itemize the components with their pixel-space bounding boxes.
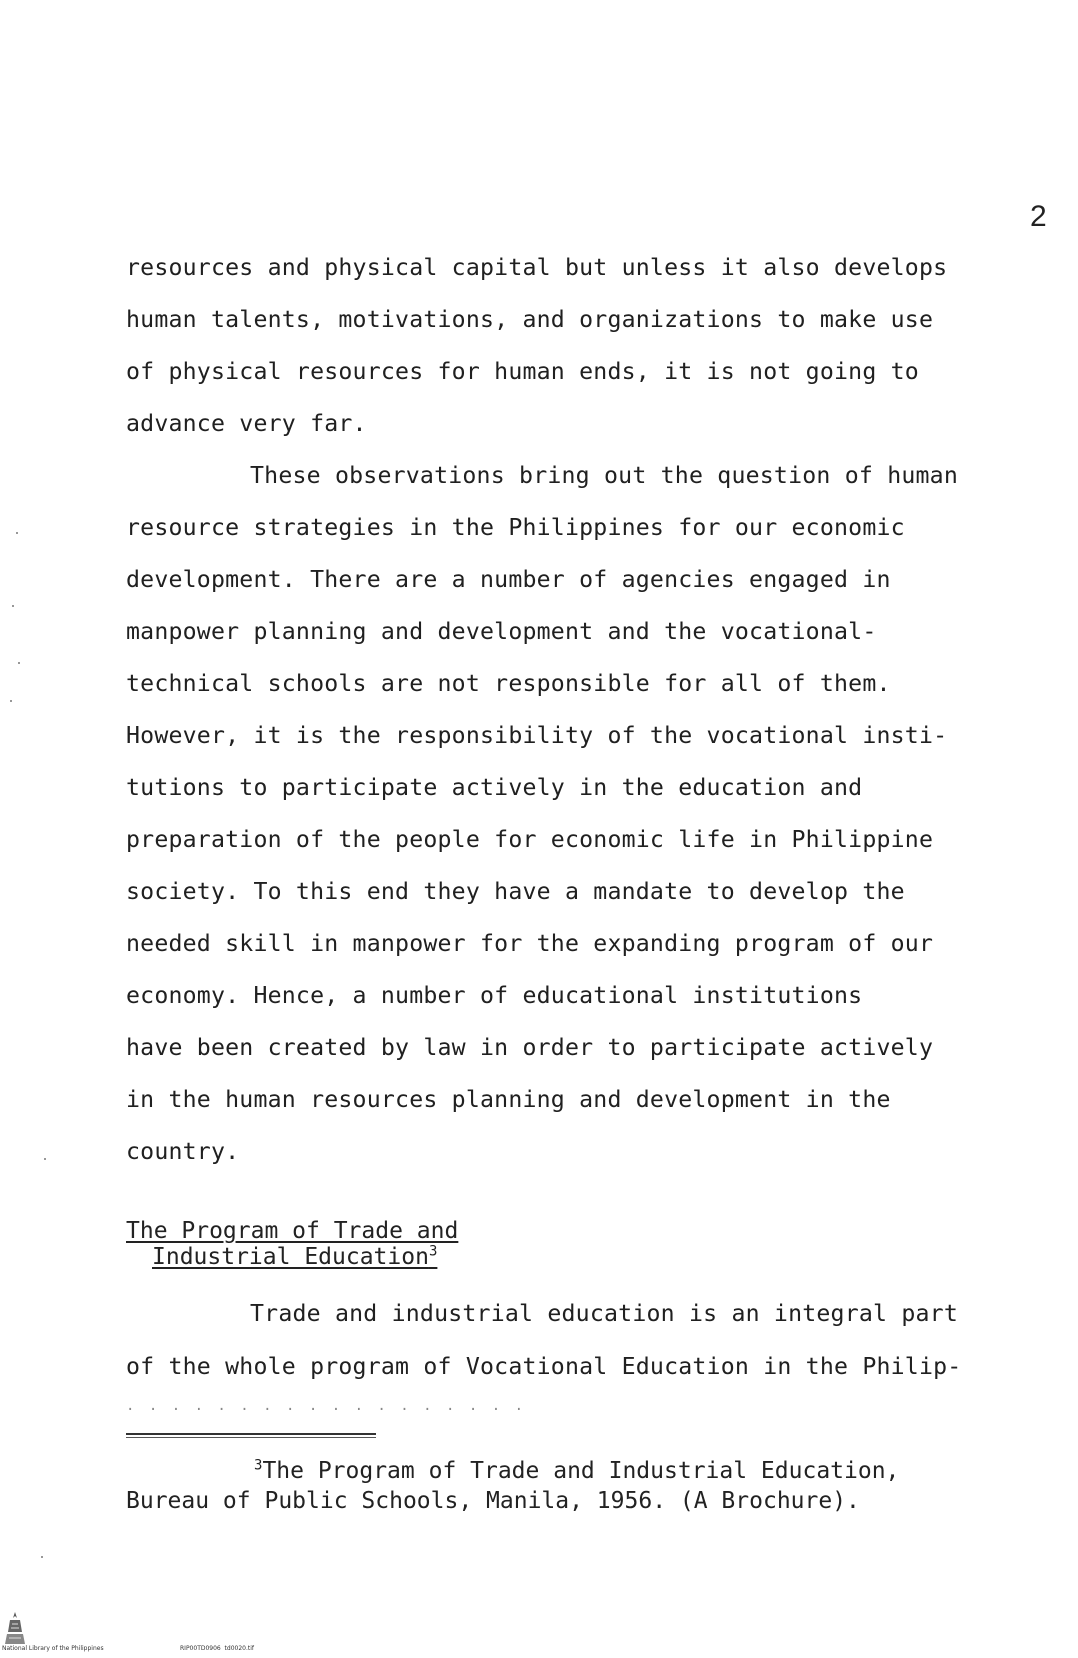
body-line: technical schools are not responsible for all of them. [126, 670, 891, 697]
footnote-line2: Bureau of Public Schools, Manila, 1956. (A Brochure). [126, 1488, 860, 1514]
footnote-rule-secondary [126, 1437, 376, 1438]
footnote-marker: 3 [254, 1457, 263, 1474]
section-line: Trade and industrial education is an integral part [250, 1300, 959, 1327]
body-line: These observations bring out the question of human [250, 462, 959, 489]
body-line: preparation of the people for economic life in Philippine [126, 826, 934, 853]
footnote-reference: 3 [428, 1243, 438, 1260]
scan-speck [18, 662, 20, 664]
body-line: economy. Hence, a number of educational institutions [126, 982, 863, 1009]
footnote-rule [126, 1433, 376, 1435]
scan-speck [44, 1158, 46, 1160]
section-line: of the whole program of Vocational Education in the Philip- [126, 1353, 962, 1380]
body-line: of physical resources for human ends, it is not going to [126, 358, 919, 385]
section-heading-line2 [152, 1244, 437, 1270]
scan-speck [12, 605, 14, 607]
dotted-leader: . . . . . . . . . . . . . . . . . . [126, 1398, 527, 1414]
page-number: 2 [1030, 200, 1047, 233]
library-seal-icon [4, 1610, 26, 1646]
scan-speck [41, 1556, 43, 1558]
section-heading-line1: The Program of Trade and [126, 1218, 459, 1244]
library-credit: National Library of the Philippines [2, 1645, 104, 1652]
body-line: human talents, motivations, and organizations to make use [126, 306, 934, 333]
body-line: development. There are a number of agencies engaged in [126, 566, 891, 593]
section-heading-text: Industrial Education [152, 1244, 429, 1270]
body-line: advance very far. [126, 410, 367, 437]
body-line: resources and physical capital but unless it also develops [126, 254, 948, 281]
footnote-line1 [254, 1458, 899, 1484]
footnote-text: The Program of Trade and Industrial Education, [262, 1458, 900, 1484]
scan-speck [10, 700, 12, 702]
body-line: However, it is the responsibility of the vocational insti- [126, 722, 948, 749]
scan-speck [16, 532, 18, 534]
body-line: tutions to participate actively in the education and [126, 774, 863, 801]
body-line: needed skill in manpower for the expanding program of our [126, 930, 934, 957]
body-line: country. [126, 1138, 240, 1165]
scan-file-id: RIP00TD0906 td0020.tif [180, 1645, 255, 1652]
body-line: in the human resources planning and development in the [126, 1086, 891, 1113]
body-line: manpower planning and development and the vocational- [126, 618, 877, 645]
body-line: have been created by law in order to participate actively [126, 1034, 934, 1061]
body-line: resource strategies in the Philippines for our economic [126, 514, 905, 541]
body-line: society. To this end they have a mandate to develop the [126, 878, 905, 905]
